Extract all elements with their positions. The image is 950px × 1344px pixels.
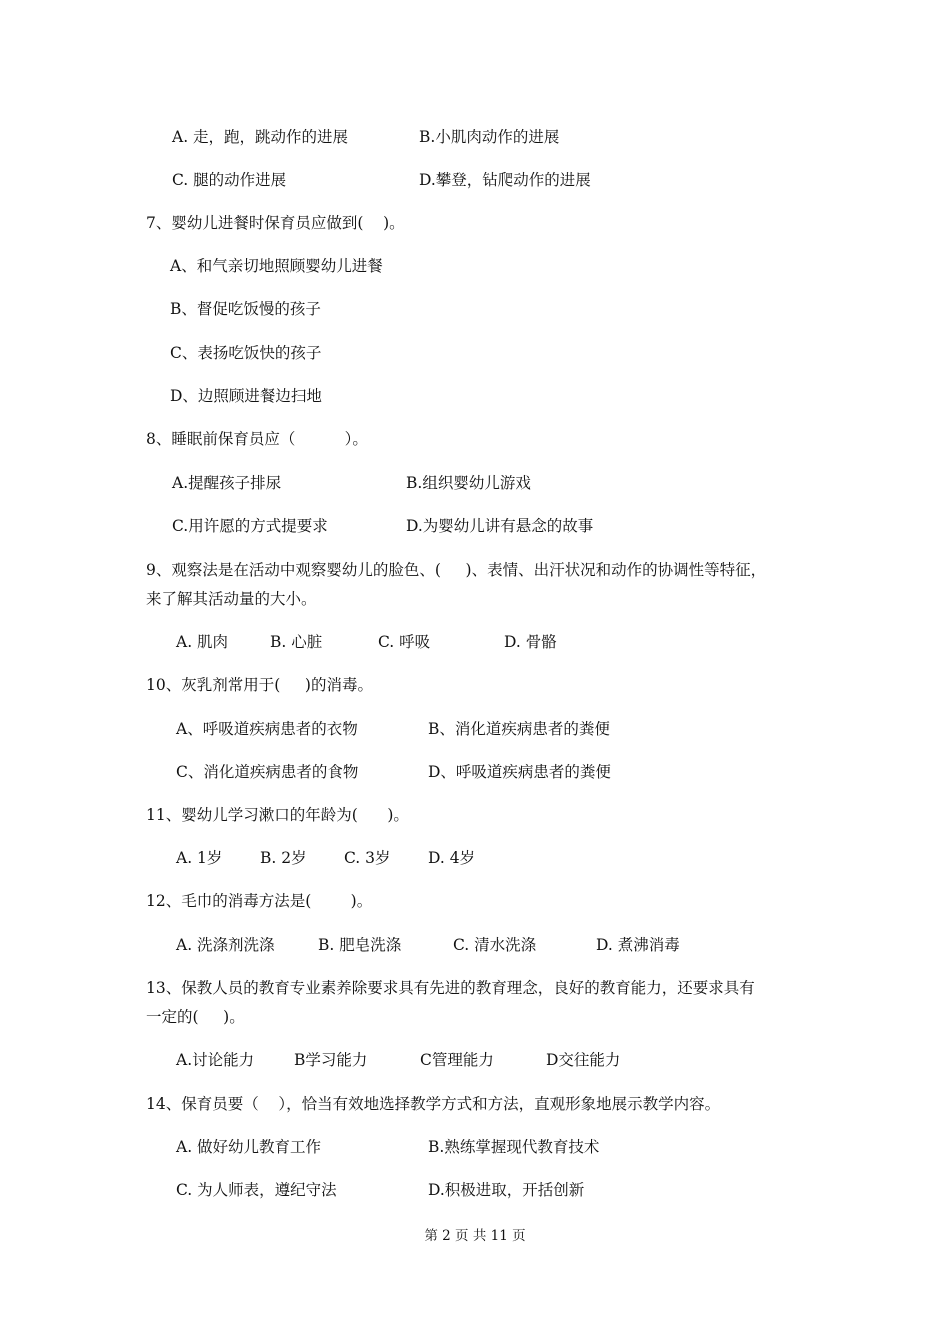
q13-option-b: B学习能力	[294, 1051, 368, 1069]
q9-option-a: A. 肌肉	[176, 633, 229, 651]
q14-option-b: B.熟练掌握现代教育技术	[428, 1138, 600, 1156]
q12-option-c: C. 清水洗涤	[453, 936, 537, 954]
q10-option-c: C、消化道疾病患者的食物	[176, 763, 359, 781]
q11-option-d: D. 4岁	[428, 849, 476, 867]
q8-stem: 8、睡眠前保育员应（ ）。	[146, 430, 368, 448]
q13-option-d: D交往能力	[546, 1051, 621, 1069]
page-footer: 第 2 页 共 11 页	[424, 1228, 526, 1244]
q10-option-b: B、消化道疾病患者的粪便	[428, 720, 610, 738]
q14-stem: 14、保育员要（ ），恰当有效地选择教学方式和方法，直观形象地展示教学内容。	[146, 1095, 721, 1113]
q14-option-d: D.积极进取，开括创新	[428, 1181, 585, 1199]
q11-option-b: B. 2岁	[260, 849, 307, 867]
q7-option-d: D、边照顾进餐边扫地	[170, 387, 322, 405]
q12-option-d: D. 煮沸消毒	[596, 936, 680, 954]
q6-option-a: A. 走，跑，跳动作的进展	[172, 128, 349, 146]
q10-option-a: A、呼吸道疾病患者的衣物	[176, 720, 358, 738]
q13-stem-line1: 13、保教人员的教育专业素养除要求具有先进的教育理念，良好的教育能力，还要求具有	[146, 979, 755, 997]
q9-option-c: C. 呼吸	[378, 633, 431, 651]
q13-stem-line2: 一定的( )。	[146, 1008, 245, 1026]
q7-option-b: B、督促吃饭慢的孩子	[170, 300, 321, 318]
q9-stem-line2: 来了解其活动量的大小。	[146, 590, 317, 608]
q8-option-d: D.为婴幼儿讲有悬念的故事	[406, 517, 594, 535]
q6-option-c: C. 腿的动作进展	[172, 171, 287, 189]
q11-stem: 11、婴幼儿学习漱口的年龄为( )。	[146, 806, 409, 824]
q7-option-c: C、表扬吃饭快的孩子	[170, 344, 322, 362]
q10-stem: 10、灰乳剂常用于( )的消毒。	[146, 676, 373, 694]
q8-option-a: A.提醒孩子排尿	[172, 474, 282, 492]
q13-option-a: A.讨论能力	[176, 1051, 255, 1069]
q12-stem: 12、毛巾的消毒方法是( )。	[146, 892, 373, 910]
q6-option-d: D.攀登，钻爬动作的进展	[419, 171, 591, 189]
q9-option-b: B. 心脏	[270, 633, 323, 651]
q7-stem: 7、婴幼儿进餐时保育员应做到( )。	[146, 214, 405, 232]
q12-option-b: B. 肥皂洗涤	[318, 936, 402, 954]
q10-option-d: D、呼吸道疾病患者的粪便	[428, 763, 611, 781]
q9-option-d: D. 骨骼	[504, 633, 557, 651]
q9-stem-line1: 9、观察法是在活动中观察婴幼儿的脸色、( )、表情、出汗状况和动作的协调性等特征，	[146, 561, 767, 579]
q7-option-a: A、和气亲切地照顾婴幼儿进餐	[170, 257, 383, 275]
q6-option-b: B.小肌肉动作的进展	[419, 128, 560, 146]
q12-option-a: A. 洗涤剂洗涤	[176, 936, 275, 954]
q14-option-c: C. 为人师表，遵纪守法	[176, 1181, 337, 1199]
q11-option-a: A. 1岁	[176, 849, 223, 867]
q13-option-c: C管理能力	[420, 1051, 494, 1069]
q8-option-c: C.用许愿的方式提要求	[172, 517, 328, 535]
q14-option-a: A. 做好幼儿教育工作	[176, 1138, 322, 1156]
q11-option-c: C. 3岁	[344, 849, 391, 867]
q8-option-b: B.组织婴幼儿游戏	[406, 474, 531, 492]
